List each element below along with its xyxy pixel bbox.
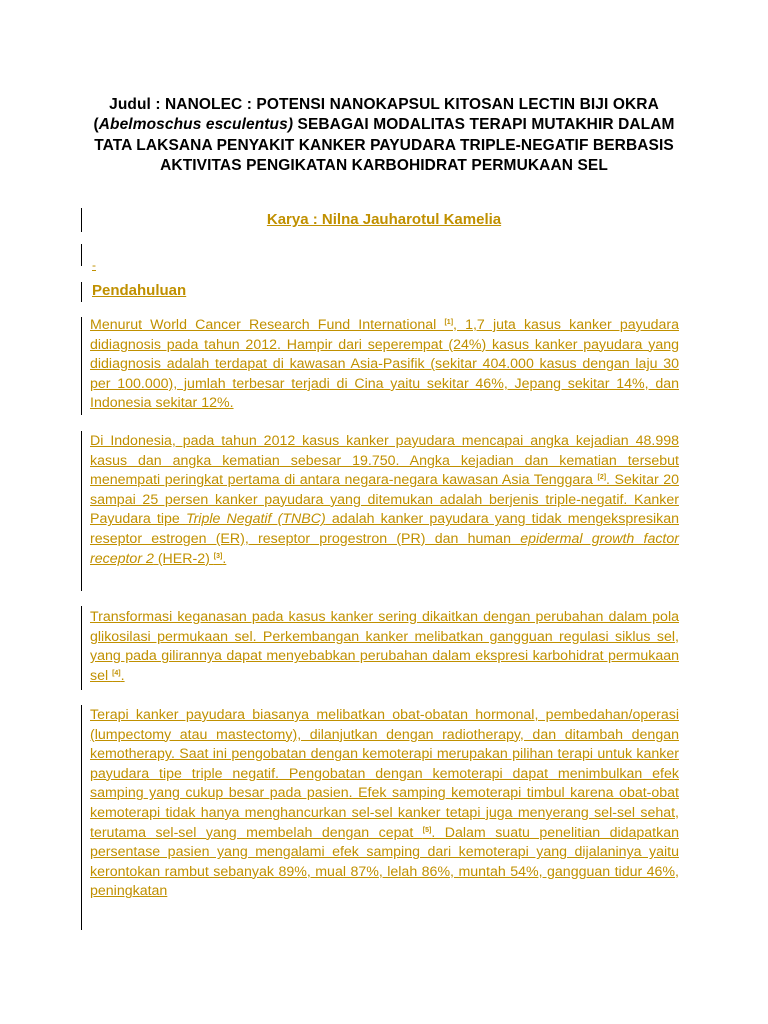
change-bar [81,317,82,415]
paragraph-2 [90,432,679,569]
author-line: Karya : Nilna Jauharotul Kamelia [266,211,502,228]
paragraph-3 [90,608,679,686]
paragraph-1-text: Menurut World Cancer Research Fund International [90,317,445,333]
document-title [92,95,676,176]
paragraph-4 [90,706,679,902]
paragraph-1 [90,316,679,414]
title-prefix: Judul : NANOLEC : POTENSI NANOKAPSUL KITOSAN LECTIN BIJI OKRA ( [93,96,659,134]
paragraph-2-italic-tnbc: Triple Negatif (TNBC) [185,511,326,528]
change-bar [81,705,82,930]
citation-3[interactable]: [3] [213,552,223,560]
citation-5[interactable]: [5] [422,826,432,834]
paragraph-2-text-cont2: adalah kanker payudara yang tidak mengekspresikan reseptor estrogen (ER), reseptor progestron (PR) dan human [90,511,680,547]
section-heading: Pendahuluan [92,282,187,299]
paragraph-1-text-cont: , 1,7 juta kasus kanker payudara didiagnosis pada tahun 2012. Hampir dari seperempat (24%) kasus kanker payudara yang didiagnosis adalah terdapat di kawasan Asia-Pasifik (sekitar 404.000 kasus dengan laju 30 per 100.000), jumlah terbesar terjadi di Cina yaitu sekitar 46%, Jepang sekitar 14%, dan Indonesia sekitar 12%. [90,317,679,412]
paragraph-2-text-cont: . Sekitar 20 sampai 25 persen kanker payudara yang ditemukan adalah berjenis triple-negatif. Kanker Payudara tipe [90,472,679,528]
paragraph-4-text-cont: . Dalam suatu penelitian didapatkan persentase pasien yang mengalami efek samping dari kemoterapi yang dijalaninya yaitu kerontokan rambut sebanyak 89%, mual 87%, lelah 86%, muntah 54%, gangguan tidur 46%, peningkatan [90,824,679,900]
paragraph-2-text-cont3: (HER-2) [153,550,214,567]
change-bar [81,208,82,232]
citation-4[interactable]: [4] [112,669,121,677]
change-bar [81,244,82,266]
change-bar [81,431,82,591]
paragraph-3-text: Transformasi keganasan pada kasus kanker sering dikaitkan dengan perubahan dalam pola glikosilasi permukaan sel. Perkembangan kanker melibatkan gangguan regulasi siklus sel, yang pada gilirannya dapat menyebabkan perubahan dalam ekspresi karbohidrat permukaan sel [90,609,679,684]
paragraph-2-italic-egfr: epidermal growth factor receptor 2 [90,530,679,567]
citation-1[interactable]: [1] [444,319,454,326]
paragraph-4-text: Terapi kanker payudara biasanya melibatkan obat-obatan hormonal, pembedahan/operasi (lumpectomy atau mastectomy), dilanjutkan dengan radiotherapy, dan ditambah dengan kemotherapy. Saat ini pengobatan dengan kemoterapi merupakan pilihan terapi untuk kanker payudara tipe triple negatif. Pengobatan dengan kemoterapi dapat menimbulkan efek samping yang cukup besar pada pasien. Efek samping kemoterapi timbul karena obat-obat kemoterapi tidak hanya menghancurkan sel-sel kanker tetapi juga menyerang sel-sel sehat, terutama sel-sel yang membelah dengan cepat [90,707,679,841]
change-bar [81,282,82,302]
citation-2[interactable]: [2] [597,474,607,482]
paragraph-2-text: Di Indonesia, pada tahun 2012 kasus kanker payudara mencapai angka kejadian 48.998 kasus dan angka kematian sebesar 19.750. Angka kejadian dan kematian tersebut menempati peringkat pertama di antara negara-negara kawasan Asia Tenggara [90,433,679,489]
paragraph-2-text-end: . [222,550,227,567]
paragraph-3-text-end: . [120,667,125,684]
change-bar [81,606,82,690]
title-italic-species: Abelmoschus esculentus) [98,116,294,134]
empty-line-dash: - [92,258,96,272]
title-suffix: SEBAGAI MODALITAS TERAPI MUTAKHIR DALAM TATA LAKSANA PENYAKIT KANKER PAYUDARA TRIPLE-NEGATIF BERBASIS AKTIVITAS PENGIKATAN KARBOHIDRAT PERMUKAAN SEL [94,116,675,174]
